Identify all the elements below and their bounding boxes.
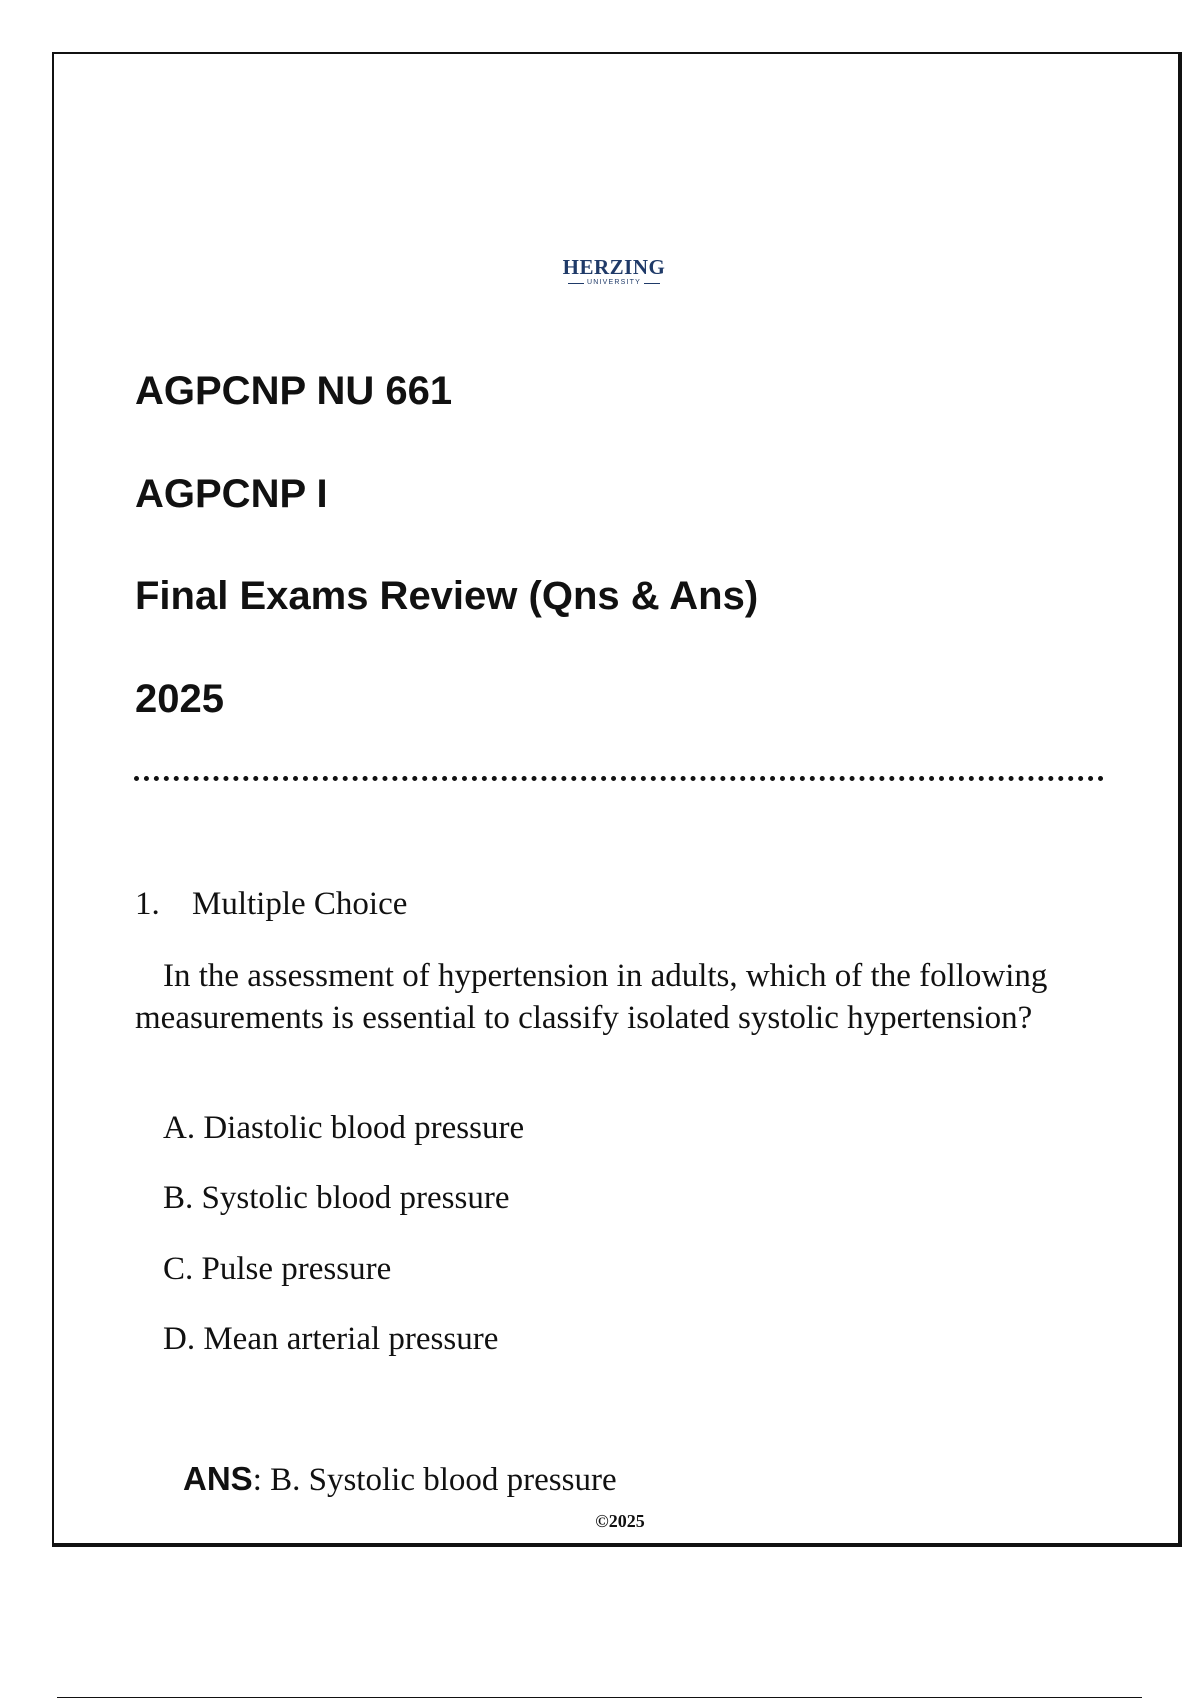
document-year: 2025	[135, 677, 224, 721]
logo-subtitle: UNIVERSITY	[586, 279, 641, 286]
question-header	[135, 884, 407, 924]
course-code: AGPCNP NU 661	[135, 369, 453, 413]
logo-rule-right	[644, 283, 660, 284]
answer-text: : B. Systolic blood pressure	[252, 1462, 617, 1498]
question-text: In the assessment of hypertension in adults, which of the following measurements is essential to classify isolated systolic hypertension?	[135, 958, 1048, 1036]
option-d: D. Mean arterial pressure	[163, 1321, 499, 1357]
option-a: A. Diastolic blood pressure	[163, 1110, 525, 1146]
course-name: AGPCNP I	[135, 472, 328, 516]
copyright-notice: ©2025	[595, 1511, 645, 1531]
document-title: Final Exams Review (Qns & Ans)	[135, 574, 759, 618]
dotted-divider	[134, 776, 1104, 781]
logo-subtitle-row	[554, 278, 674, 288]
logo-name: HERZING	[562, 255, 666, 279]
option-b: B. Systolic blood pressure	[163, 1180, 510, 1216]
answer-label: ANS	[183, 1460, 253, 1497]
question-type: Multiple Choice	[192, 886, 408, 922]
option-c: C. Pulse pressure	[163, 1251, 392, 1287]
herzing-logo	[554, 256, 674, 288]
question-number: 1.	[135, 886, 160, 922]
logo-rule-left	[568, 283, 584, 284]
bottom-rule	[57, 1697, 1142, 1698]
answer-line	[183, 1458, 617, 1501]
